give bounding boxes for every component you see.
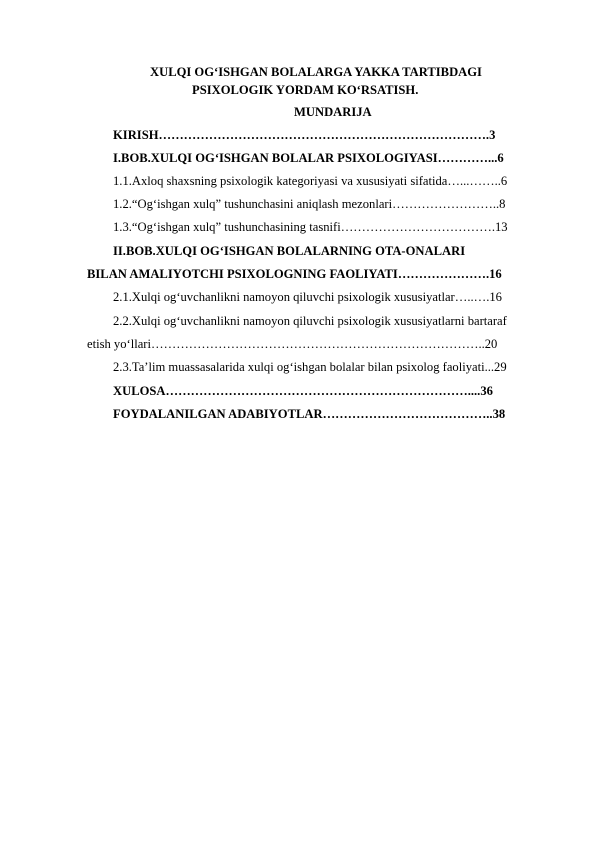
title-line-1: XULQI OG‘ISHGAN BOLALARGA YAKKA TARTIBDAGI <box>150 65 482 79</box>
toc-entry-2-3: 2.3.Ta’lim muassasalarida xulqi og‘ishgan bolalar bilan psixolog faoliyati...29 <box>113 360 507 374</box>
toc-entry-1-3: 1.3.“Og‘ishgan xulq” tushunchasining tasnifi……………………………….13 <box>113 220 508 234</box>
toc-entry-2-1: 2.1.Xulqi og‘uvchanlikni namoyon qiluvchi psixologik xususiyatlar…..….16 <box>113 290 502 304</box>
toc-entry-conclusion: XULOSA………………………………………………………………....36 <box>113 384 493 398</box>
title-line-2: PSIXOLOGIK YORDAM KO‘RSATISH. <box>192 83 419 97</box>
toc-entry-intro: KIRISH…………………………………………………………………….3 <box>113 128 496 142</box>
toc-entry-2-2-line-1: 2.2.Xulqi og‘uvchanlikni namoyon qiluvchi psixologik xususiyatlarni bartaraf <box>113 314 507 328</box>
toc-entry-2-2-line-2: etish yo‘llari……………………………………………………………………..20 <box>87 337 498 351</box>
toc-entry-1-1: 1.1.Axloq shaxsning psixologik kategoriyasi va xususiyati sifatida…...……..6 <box>113 174 508 188</box>
toc-entry-chapter-2-line-1: II.BOB.XULQI OG‘ISHGAN BOLALARNING OTA-ONALARI <box>113 244 466 258</box>
toc-entry-chapter-1: I.BOB.XULQI OG‘ISHGAN BOLALAR PSIXOLOGIYASI…………...6 <box>113 151 504 165</box>
toc-heading: MUNDARIJA <box>294 105 372 119</box>
toc-entry-references: FOYDALANILGAN ADABIYOTLAR…………………………………..38 <box>113 407 506 421</box>
toc-entry-chapter-2-line-2: BILAN AMALIYOTCHI PSIXOLOGNING FAOLIYATI………………….16 <box>87 267 502 281</box>
toc-entry-1-2: 1.2.“Og‘ishgan xulq” tushunchasini aniqlash mezonlari……………………..8 <box>113 197 506 211</box>
